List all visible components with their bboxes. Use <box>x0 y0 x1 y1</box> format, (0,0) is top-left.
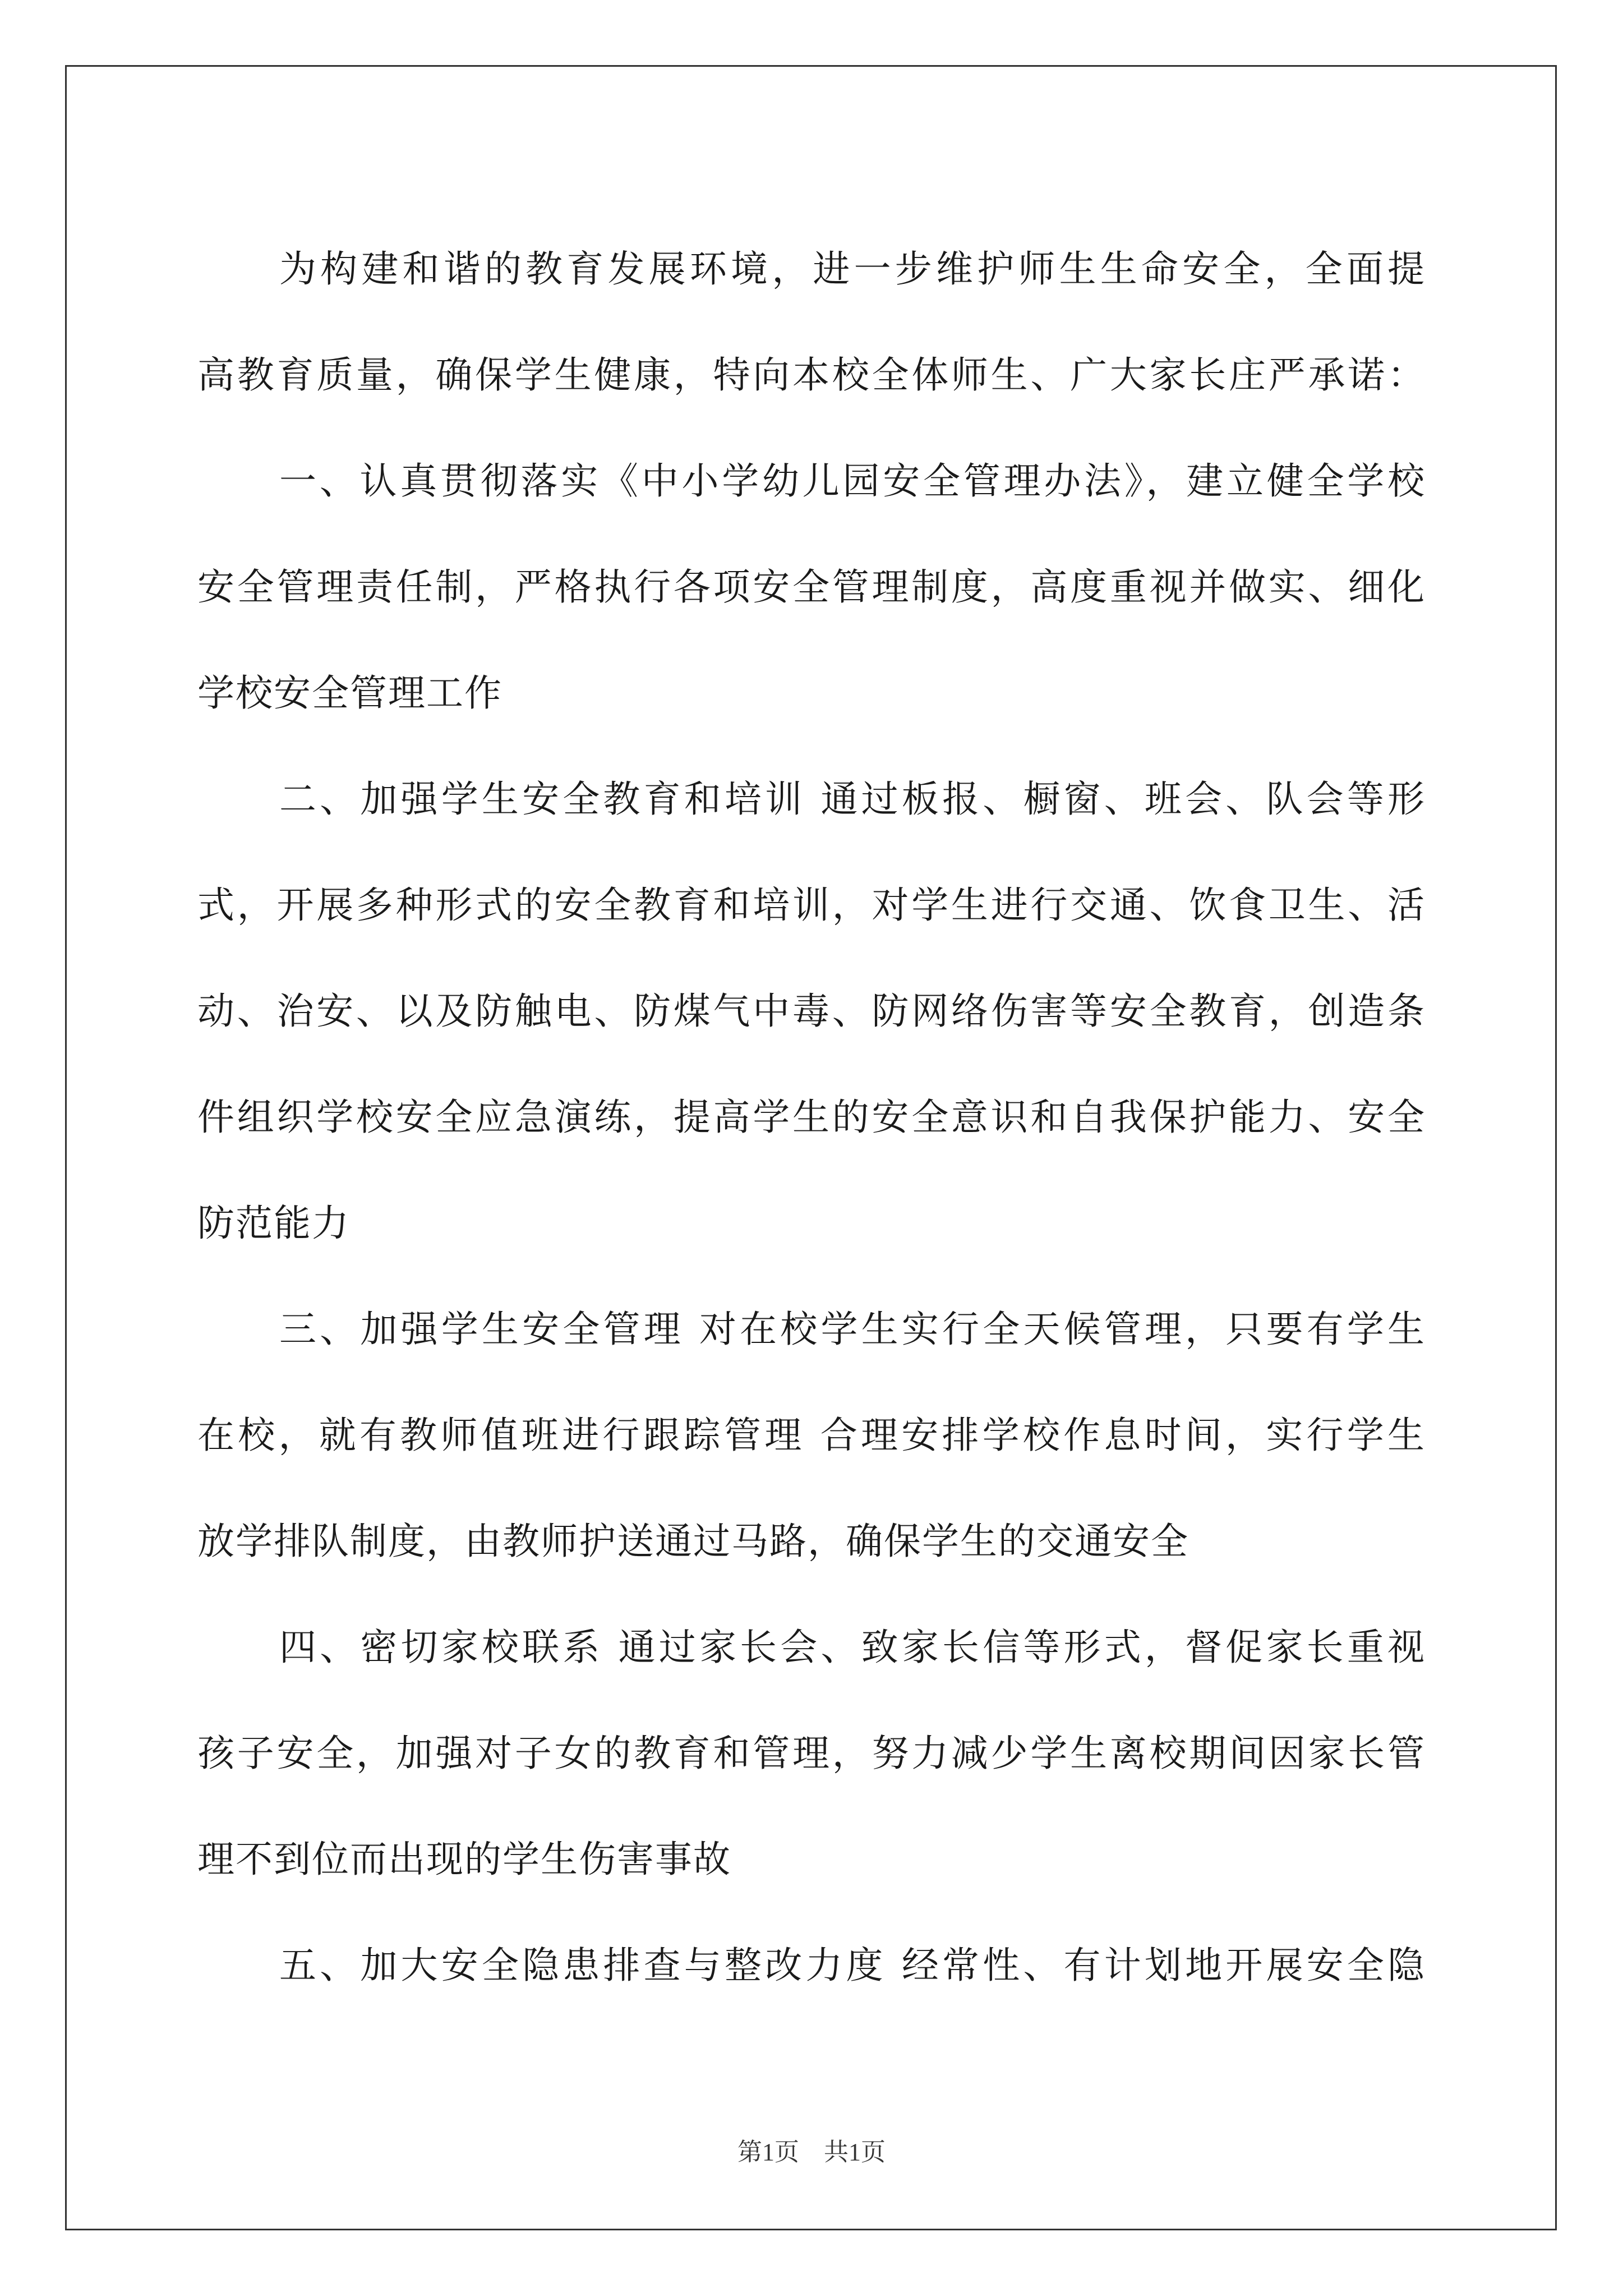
text-line: 动、治安、以及防触电、防煤气中毒、防网络伤害等安全教育，创造条 <box>197 990 1426 1033</box>
text-line: 高教育质量，确保学生健康，特向本校全体师生、广大家长庄严承诺： <box>197 353 1426 397</box>
text-line: 理不到位而出现的学生伤害事故 <box>197 1838 731 1881</box>
page-number-label: 第1页 共1页 <box>737 2138 886 2166</box>
document-body <box>197 216 1426 2018</box>
text-line: 孩子安全，加强对子女的教育和管理，努力减少学生离校期间因家长管 <box>197 1732 1426 1775</box>
text-line: 防范能力 <box>197 1202 350 1245</box>
text-line: 三、加强学生安全管理 对在校学生实行全天候管理，只要有学生 <box>279 1308 1426 1351</box>
text-line: 件组织学校安全应急演练，提高学生的安全意识和自我保护能力、安全 <box>197 1096 1426 1139</box>
page-footer <box>0 2132 1623 2168</box>
text-line: 放学排队制度，由教师护送通过马路，确保学生的交通安全 <box>197 1520 1189 1563</box>
text-line: 式，开展多种形式的安全教育和培训，对学生进行交通、饮食卫生、活 <box>197 884 1426 927</box>
text-line: 在校，就有教师值班进行跟踪管理 合理安排学校作息时间，实行学生 <box>197 1414 1426 1457</box>
text-line: 安全管理责任制，严格执行各项安全管理制度，高度重视并做实、细化 <box>197 565 1426 609</box>
text-line: 五、加大安全隐患排查与整改力度 经常性、有计划地开展安全隐 <box>279 1944 1426 1987</box>
text-line: 学校安全管理工作 <box>197 671 502 715</box>
text-line: 一、认真贯彻落实《中小学幼儿园安全管理办法》，建立健全学校 <box>279 459 1426 503</box>
text-line: 为构建和谐的教育发展环境，进一步维护师生生命安全，全面提 <box>279 247 1426 291</box>
text-line: 四、密切家校联系 通过家长会、致家长信等形式，督促家长重视 <box>279 1626 1426 1669</box>
text-line: 二、加强学生安全教育和培训 通过板报、橱窗、班会、队会等形 <box>279 777 1426 821</box>
